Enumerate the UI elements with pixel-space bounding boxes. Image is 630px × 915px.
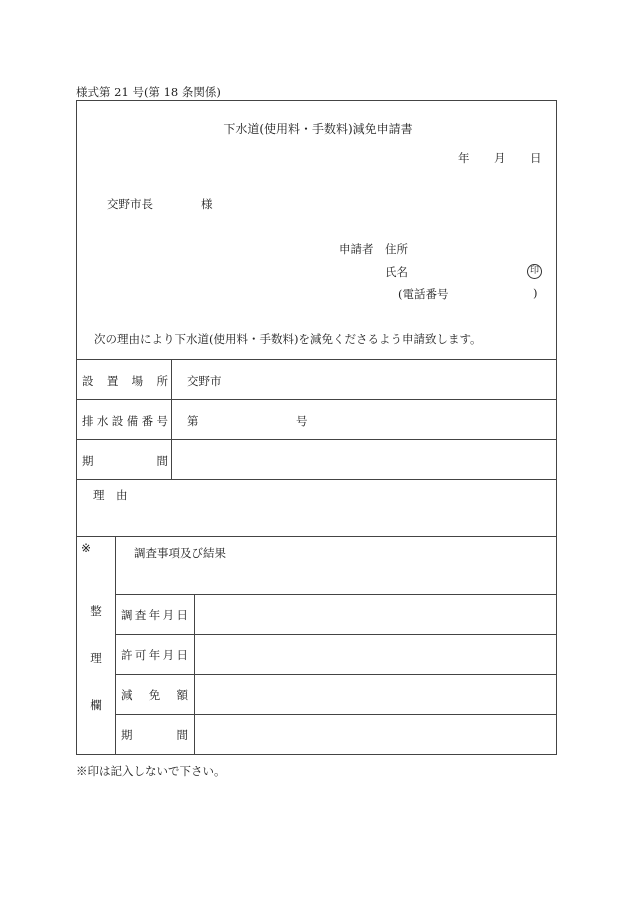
form-title: 下水道(使用料・手数料)減免申請書 xyxy=(223,122,413,136)
office-use-mark: ※ xyxy=(81,541,92,555)
facility-number-suffix: 号 xyxy=(296,414,308,428)
survey-date-label: 調査年月日 xyxy=(121,608,188,622)
location-label: 設置場所 xyxy=(82,374,168,388)
seal-mark: 印 xyxy=(527,264,542,279)
footnote: ※印は記入しないで下さい。 xyxy=(76,764,226,778)
form-number: 様式第 21 号(第 18 条関係) xyxy=(76,85,221,99)
divider-line xyxy=(76,439,557,440)
divider-line xyxy=(76,479,557,480)
facility-number-label: 排水設備番号 xyxy=(82,414,168,428)
name-label: 氏名 xyxy=(385,265,408,279)
column-divider xyxy=(194,594,195,755)
location-value: 交野市 xyxy=(187,374,222,388)
survey-label: 調査事項及び結果 xyxy=(134,546,226,560)
divider-line xyxy=(76,359,557,360)
office-label-char-2: 理 xyxy=(90,651,102,665)
office-label-char-3: 欄 xyxy=(90,698,102,712)
addressee-honorific: 様 xyxy=(201,197,213,211)
column-divider xyxy=(115,536,116,755)
divider-line xyxy=(115,634,557,635)
permit-date-label: 許可年月日 xyxy=(121,648,188,662)
column-divider xyxy=(171,359,172,479)
reduction-amount-label: 減免額 xyxy=(121,688,188,702)
office-label-char-1: 整 xyxy=(90,604,102,618)
request-text: 次の理由により下水道(使用料・手数料)を減免くださるよう申請致します。 xyxy=(94,332,482,346)
phone-label: (電話番号 xyxy=(398,287,449,301)
reason-label: 理 由 xyxy=(93,488,128,502)
divider-line xyxy=(115,714,557,715)
office-period-label: 期間 xyxy=(121,728,188,742)
divider-line xyxy=(115,674,557,675)
date-month-label: 月 xyxy=(494,151,506,165)
divider-line xyxy=(76,399,557,400)
date-day-label: 日 xyxy=(530,151,542,165)
address-label: 住所 xyxy=(385,242,408,256)
addressee-name: 交野市長 xyxy=(107,197,153,211)
date-year-label: 年 xyxy=(458,151,470,165)
divider-line xyxy=(115,594,557,595)
divider-line xyxy=(76,536,557,537)
facility-number-prefix: 第 xyxy=(187,414,199,428)
period-label: 期間 xyxy=(82,454,168,468)
phone-close-paren: ) xyxy=(533,286,538,300)
applicant-label: 申請者 xyxy=(339,242,374,256)
